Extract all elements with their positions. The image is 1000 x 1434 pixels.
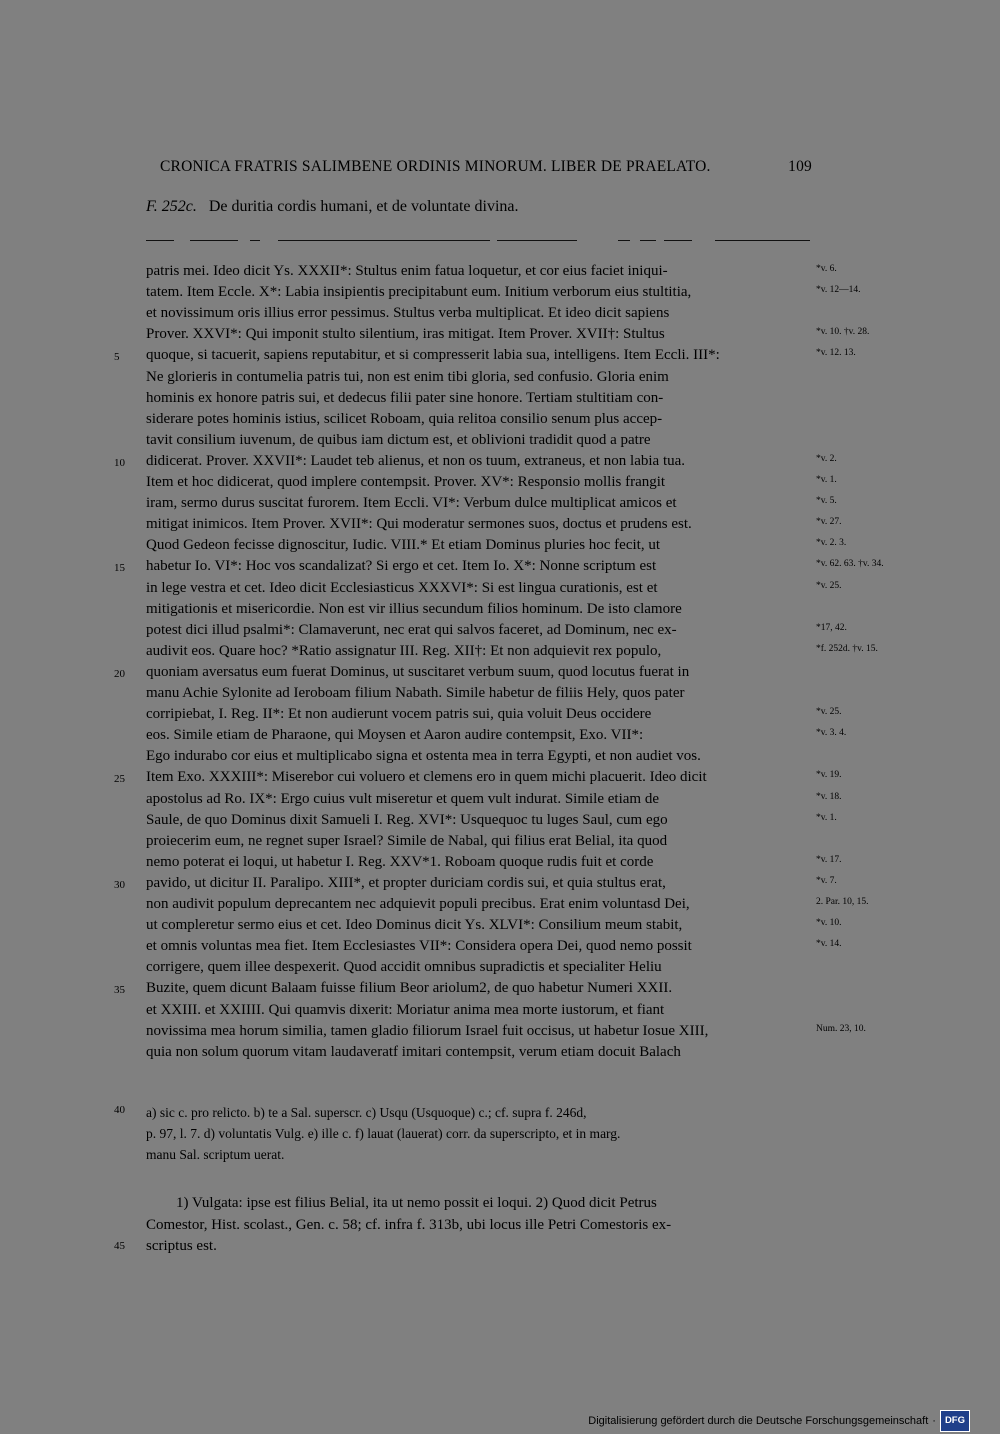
text-line: corripiebat, I. Reg. II*: Et non audierunt vocem patris sui, quia voluit Deus occidere <box>146 706 652 723</box>
text-line: Saule, de quo Dominus dixit Samueli I. Reg. XVI*: Usquequoc tu luges Saul, cum ego <box>146 811 668 828</box>
critical-note-line: p. 97, l. 7. d) voluntatis Vulg. e) ille c. f) lauat (lauerat) corr. da superscripto, et in marg. <box>146 1126 621 1141</box>
margin-note: *v. 14. <box>816 939 842 950</box>
running-title: CRONICA FRATRIS SALIMBENE ORDINIS MINORUM. LIBER DE PRAELATO. <box>160 158 711 175</box>
line-number: 10 <box>114 456 125 469</box>
critical-note-line: a) sic c. pro relicto. b) te a Sal. superscr. c) Usqu (Usquoque) c.; cf. supra f. 246d, <box>146 1105 587 1120</box>
text-line: proiecerim eum, ne regnet super Israel? Simile de Nabal, qui filius erat Belial, ita quod <box>146 832 668 849</box>
line-number: 35 <box>114 984 125 997</box>
page-number: 109 <box>788 158 812 175</box>
margin-note: *v. 25. <box>816 580 842 591</box>
margin-note: Num. 23, 10. <box>816 1023 866 1034</box>
margin-note: *v. 18. <box>816 791 842 802</box>
text-line: corrigere, quem illee despexerit. Quod accidit omnibus supradictis et specialiter Heliu <box>146 959 662 976</box>
text-line: tatem. Item Eccle. X*: Labia insipientis precipitabunt eum. Initium verborum eius stultitia, <box>146 284 692 301</box>
text-line: patris mei. Ideo dicit Ys. XXXII*: Stultus enim fatua loquetur, et cor eius faciet iniqui- <box>146 263 668 279</box>
margin-note: *v. 17. <box>816 854 842 865</box>
text-line: iram, sermo durus suscitat furorem. Item Eccli. VI*: Verbum dulce multiplicat amicos et <box>146 495 677 512</box>
margin-note: *v. 6. <box>816 264 837 274</box>
text-line: eos. Simile etiam de Pharaone, qui Moysen et Aaron audire contempsit, Exo. VII*: <box>146 727 644 744</box>
text-line: didicerat. Prover. XXVII*: Laudet teb alienus, et non os tuum, extraneus, et non labia tua. <box>146 452 686 469</box>
text-line: Item et hoc didicerat, quod implere contempsit. Prover. XV*: Responsio mollis frangit <box>146 474 666 490</box>
section-title: De duritia cordis humani, et de voluntate divina. <box>208 198 519 215</box>
text-line: novissima mea horum similia, tamen gladio filiorum Israel fuit occisus, ut habetur Iosue XIII, <box>146 1022 709 1039</box>
margin-note: *v. 19. <box>816 770 842 781</box>
text-line: Buzite, quem dicunt Balaam fuisse filium Beor ariolum2, de quo habetur Numeri XXII. <box>146 980 673 997</box>
text-line: apostolus ad Ro. IX*: Ergo cuius vult miseretur et quem vult indurat. Simile etiam de <box>146 790 659 807</box>
folio-reference: F. 252c. <box>146 198 197 215</box>
line-number: 15 <box>114 562 125 575</box>
line-number: 20 <box>114 667 125 680</box>
text-line: manu Achie Sylonite ad Ieroboam filium Nabath. Simile habetur de filiis Hely, quos pater <box>146 685 685 701</box>
margin-note: *v. 10. †v. 28. <box>816 327 870 338</box>
line-number: 5 <box>114 351 120 364</box>
margin-note: *v. 12—14. <box>816 285 861 296</box>
footnote-line: Comestor, Hist. scolast., Gen. c. 58; cf. infra f. 313b, ubi locus ille Petri Comestoris ex- <box>146 1217 672 1233</box>
text-line: audivit eos. Quare hoc? *Ratio assignatur III. Reg. XII†: Et non adquievit rex populo, <box>146 642 662 659</box>
text-line: tavit consilium iuvenum, de quibus iam dictum est, et oblivioni tradidit quod a patre <box>146 431 651 448</box>
text-line: quoque, si tacuerit, sapiens reputabitur, et si compresserit labia sua, intelligens. Item Eccli. III*: <box>146 347 720 364</box>
running-header <box>160 158 820 176</box>
margin-note: *v. 7. <box>816 875 837 886</box>
margin-note: *v. 25. <box>816 707 842 718</box>
margin-note: *v. 2. <box>816 453 837 464</box>
line-number: 40 <box>114 1104 125 1116</box>
margin-note: *17, 42. <box>816 622 847 633</box>
margin-note: *v. 3. 4. <box>816 728 847 739</box>
text-line: Quod Gedeon fecisse dignoscitur, Iudic. VIII.* Et etiam Dominus pluries hoc fecit, ut <box>146 537 660 554</box>
text-line: hominis ex honore patris sui, et dedecus filii pater sine honore. Tertiam stultitiam con- <box>146 389 664 406</box>
line-number: 25 <box>114 773 125 786</box>
critical-note-line: manu Sal. scriptum uerat. <box>146 1147 285 1162</box>
margin-note: *v. 27. <box>816 517 842 528</box>
text-line: quia non solum quorum vitam laudaveratf imitari contempsit, verum etiam docuit Balach <box>146 1043 681 1060</box>
margin-note: *v. 10. <box>816 918 842 929</box>
section-heading <box>146 198 519 216</box>
text-line: pavido, ut dicitur II. Paralipo. XIII*, et propter duriciam cordis sui, et quia stultus erat, <box>146 874 666 891</box>
text-line: Ne glorieris in contumelia patris tui, non est enim tibi gloria, sed confusio. Gloria enim <box>146 368 669 385</box>
margin-note: *f. 252d. †v. 15. <box>816 643 878 654</box>
margin-note: *v. 1. <box>816 475 837 485</box>
text-line: quoniam aversatus eum fuerat Dominus, ut suscitaret verbum suum, quod locutus fuerat in <box>146 663 690 680</box>
margin-note: *v. 12. 13. <box>816 348 856 359</box>
text-line: et omnis voluntas mea fiet. Item Ecclesiastes VII*: Considera opera Dei, quod nemo possit <box>146 938 692 955</box>
margin-note: *v. 2. 3. <box>816 538 847 549</box>
line-number: 45 <box>114 1240 125 1252</box>
text-line: in lege vestra et cet. Ideo dicit Ecclesiasticus XXXVI*: Si est lingua curationis, est et <box>146 579 658 596</box>
text-line: mitigat inimicos. Item Prover. XVII*: Qui moderatur sermones suos, doctus et prudens est. <box>146 516 692 533</box>
credit-text: Digitalisierung gefördert durch die Deutsche Forschungsgemeinschaft <box>588 1415 929 1427</box>
text-line: Item Exo. XXXIII*: Miserebor cui voluero et clemens ero in quem michi placuerit. Ideo dicit <box>146 769 707 786</box>
margin-note: *v. 62. 63. †v. 34. <box>816 559 884 570</box>
text-line: mitigationis et misericordie. Non est vir illius secundum filios hominum. De isto clamore <box>146 600 682 617</box>
text-line: Ego indurabo cor eius et multiplicabo signa et ostenta mea in terra Egypti, et non audiet vos. <box>146 748 701 765</box>
text-line: et novissimum oris illius error pessimus. Stultus verba multiplicat. Et ideo dicit sapiens <box>146 305 670 322</box>
text-line: habetur Io. VI*: Hoc vos scandalizat? Si ergo et cet. Item Io. X*: Nonne scriptum est <box>146 558 657 575</box>
line-number: 30 <box>114 878 125 891</box>
text-line: Prover. XXVI*: Qui imponit stulto silentium, iras mitigat. Item Prover. XVII†: Stultus <box>146 326 665 343</box>
text-line: ut compleretur sermo eius et cet. Ideo Dominus dicit Ys. XLVI*: Consilium meum stabit, <box>146 917 683 934</box>
digitization-credit: Digitalisierung gefördert durch die Deutsche Forschungsgemeinschaft · DFG <box>588 1412 970 1430</box>
text-line: potest dici illud psalmi*: Clamaverunt, nec erat qui salvos faceret, ad Dominum, nec ex- <box>146 621 677 638</box>
margin-note: *v. 1. <box>816 812 837 823</box>
footnote-line: scriptus est. <box>146 1238 217 1254</box>
dfg-logo: DFG <box>940 1410 970 1432</box>
text-line: nemo poterat ei loqui, ut habetur I. Reg. XXV*1. Roboam quoque rudis fuit et corde <box>146 853 654 870</box>
text-line: siderare potes hominis istius, scilicet Roboam, quia relitoa consilio senum plus accep- <box>146 410 663 427</box>
text-line: et XXIII. et XXIIII. Qui quamvis dixerit: Moriatur anima mea morte iustorum, et fiant <box>146 1001 665 1018</box>
footnote-line: 1) Vulgata: ipse est filius Belial, ita ut nemo possit ei loqui. 2) Quod dicit Petrus <box>176 1195 657 1211</box>
margin-note: 2. Par. 10, 15. <box>816 897 869 907</box>
text-line: non audivit populum deprecantem nec adquievit populi precibus. Erat enim voluntasd Dei, <box>146 896 690 912</box>
margin-note: *v. 5. <box>816 496 837 507</box>
